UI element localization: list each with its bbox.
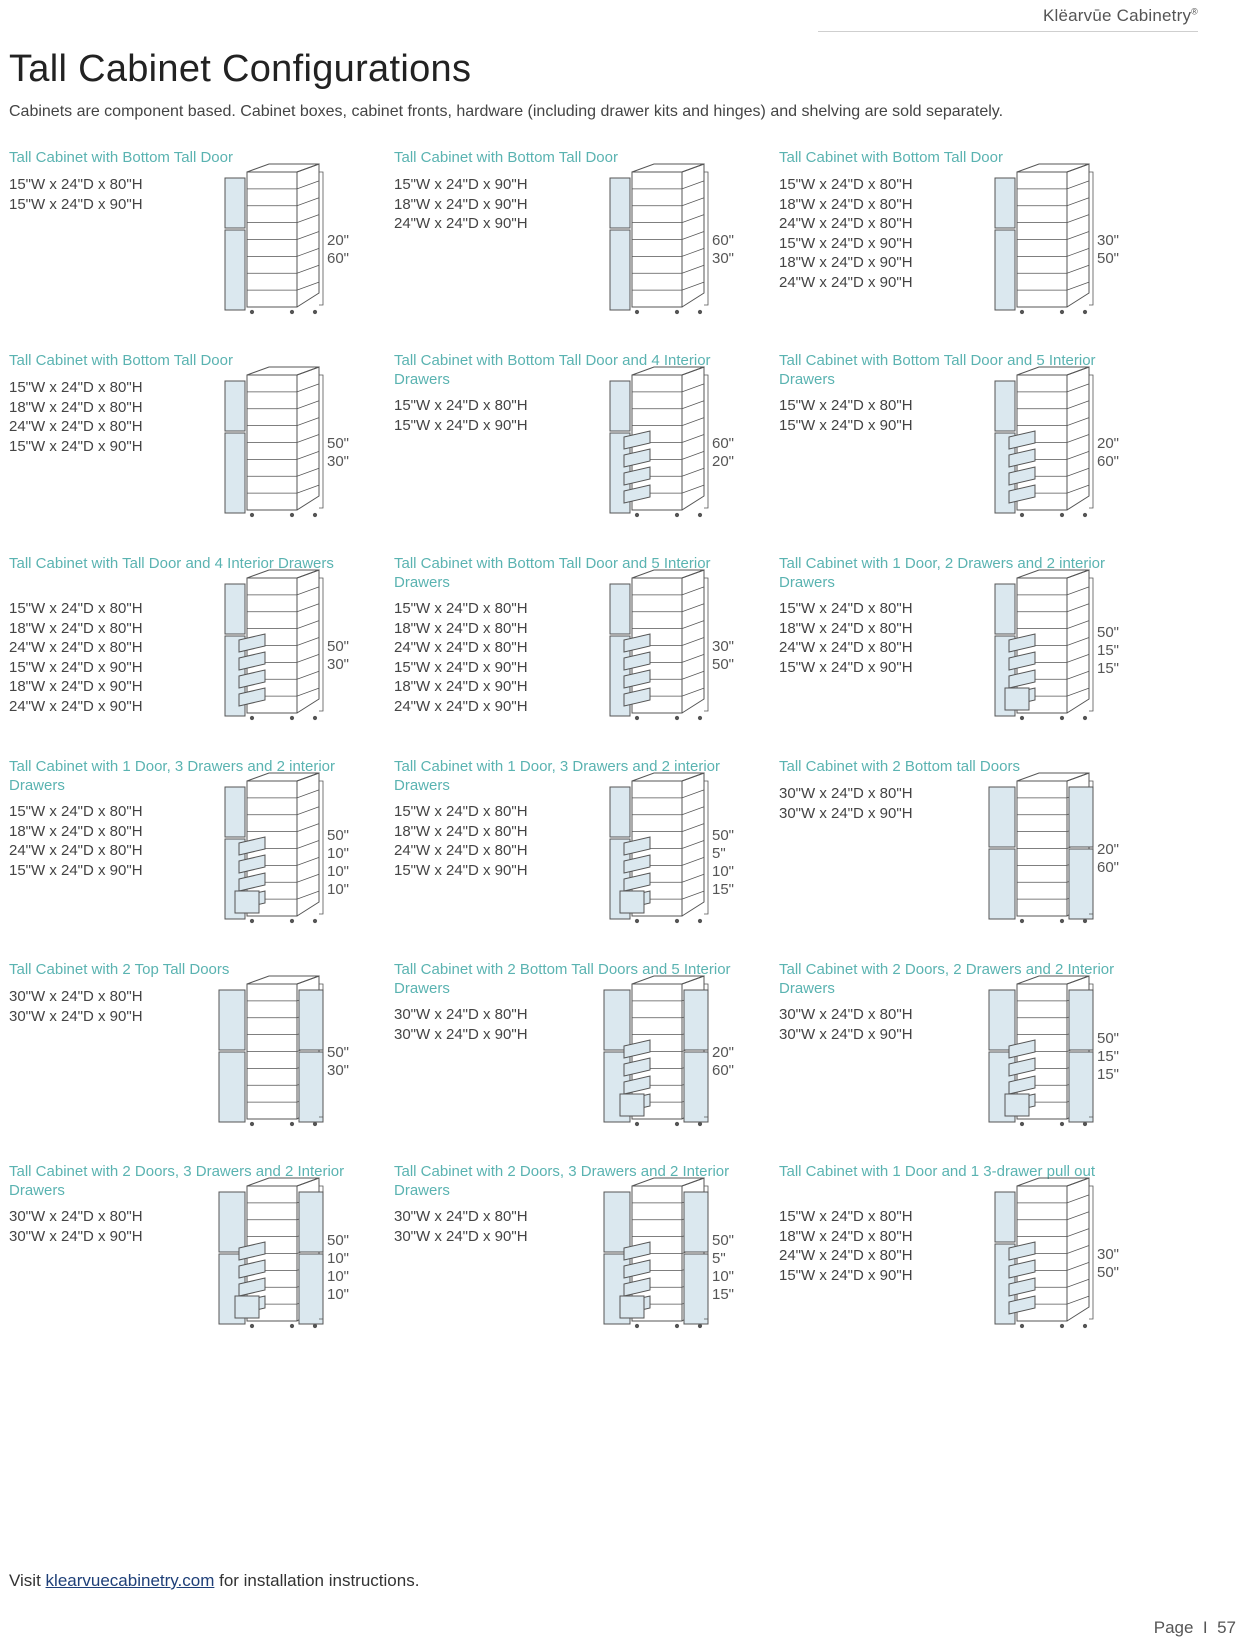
cabinet-dimensions — [712, 1044, 734, 1080]
cabinet-size: 30"W x 24"D x 90"H — [394, 1025, 528, 1043]
website-link[interactable]: klearvuecabinetry.com — [45, 1571, 215, 1590]
cabinet-config — [394, 148, 774, 353]
cabinet-size: 15"W x 24"D x 80"H — [779, 176, 913, 193]
footer-text-before: Visit — [9, 1571, 46, 1590]
cabinet-dimensions — [1097, 1030, 1119, 1084]
cabinet-title: Tall Cabinet with 1 Door, 3 Drawers and 2 interior Drawers — [9, 758, 335, 794]
dimension-label: 60" — [1097, 859, 1120, 876]
cabinet-title: Tall Cabinet with Bottom Tall Door — [394, 149, 618, 166]
cabinet-size: 15"W x 24"D x 90"H — [394, 176, 528, 193]
cabinet-title: Tall Cabinet with 2 Top Tall Doors — [9, 961, 230, 978]
cabinet-size: 18"W x 24"D x 80"H — [394, 619, 528, 637]
cabinet-size: 15"W x 24"D x 90"H — [9, 658, 143, 676]
dimension-label: 15" — [1097, 1066, 1120, 1083]
cabinet-size: 15"W x 24"D x 80"H — [9, 803, 143, 820]
cabinet-dimensions — [1097, 435, 1119, 471]
page-number: Page I 57 — [1153, 1618, 1236, 1637]
dimension-label: 20" — [1097, 841, 1120, 858]
cabinet-size: 24"W x 24"D x 80"H — [9, 842, 143, 860]
cabinet-config — [9, 960, 389, 1165]
dimension-label: 50" — [712, 827, 735, 844]
cabinet-config — [779, 757, 1159, 962]
cabinet-size: 24"W x 24"D x 80"H — [779, 1247, 913, 1265]
dimension-label: 20" — [712, 453, 735, 470]
cabinet-dimensions — [327, 827, 349, 899]
dimension-label: 30" — [1097, 232, 1120, 249]
cabinet-size: 24"W x 24"D x 80"H — [394, 639, 528, 657]
footer-text-after: for installation instructions. — [214, 1571, 420, 1590]
dimension-label: 15" — [712, 1286, 735, 1303]
cabinet-title: Tall Cabinet with Bottom Tall Door and 5 Interior Drawers — [394, 555, 711, 591]
cabinet-sizes — [394, 802, 528, 880]
cabinet-size: 30"W x 24"D x 90"H — [9, 1227, 143, 1245]
dimension-label: 50" — [1097, 1030, 1120, 1047]
cabinet-size: 18"W x 24"D x 80"H — [9, 619, 143, 637]
cabinet-size: 15"W x 24"D x 80"H — [779, 600, 913, 617]
cabinet-sizes — [394, 1005, 528, 1044]
dimension-label: 20" — [712, 1044, 735, 1061]
cabinet-title: Tall Cabinet with 2 Bottom Tall Doors and 5 Interior Drawers — [394, 961, 731, 997]
tall-cabinet-double-door-drawers-icon — [594, 968, 712, 1138]
cabinet-size: 15"W x 24"D x 90"H — [9, 195, 143, 213]
cabinet-size: 15"W x 24"D x 90"H — [779, 234, 913, 252]
cabinet-size: 18"W x 24"D x 90"H — [394, 195, 528, 213]
dimension-label: 60" — [712, 435, 735, 452]
cabinet-size: 18"W x 24"D x 90"H — [9, 678, 143, 696]
cabinet-dimensions — [1097, 624, 1119, 678]
cabinet-size: 30"W x 24"D x 90"H — [9, 1007, 143, 1025]
tall-cabinet-double-door-drawers-icon — [209, 1170, 327, 1340]
cabinet-sizes — [9, 378, 143, 456]
page-title: Tall Cabinet Configurations — [9, 48, 472, 90]
tall-cabinet-interior-drawers-icon — [594, 359, 712, 529]
tall-cabinet-double-door-icon — [979, 765, 1097, 935]
cabinet-config — [394, 960, 774, 1165]
cabinet-size: 15"W x 24"D x 80"H — [394, 803, 528, 820]
tall-cabinet-interior-drawers-icon — [209, 562, 327, 732]
cabinet-title: Tall Cabinet with 2 Doors, 2 Drawers and 2 Interior Drawers — [779, 961, 1115, 997]
cabinet-config — [779, 960, 1159, 1165]
tall-cabinet-interior-drawers-icon — [979, 359, 1097, 529]
cabinet-size: 15"W x 24"D x 90"H — [394, 658, 528, 676]
dimension-label: 15" — [1097, 660, 1120, 677]
footer-note — [9, 1571, 419, 1591]
cabinet-size: 15"W x 24"D x 80"H — [779, 397, 913, 414]
cabinet-size: 24"W x 24"D x 90"H — [9, 697, 143, 715]
cabinet-title: Tall Cabinet with 1 Door, 2 Drawers and 2 interior Drawers — [779, 555, 1105, 591]
dimension-label: 50" — [327, 827, 350, 844]
cabinet-size: 15"W x 24"D x 90"H — [9, 861, 143, 879]
cabinet-sizes — [9, 175, 143, 214]
dimension-label: 30" — [327, 1062, 350, 1079]
cabinet-size: 18"W x 24"D x 80"H — [394, 822, 528, 840]
cabinet-config — [9, 351, 389, 556]
dimension-label: 50" — [1097, 250, 1120, 267]
page-subtitle: Cabinets are component based. Cabinet boxes, cabinet fronts, hardware (including drawer kits and hinges) and shelving are sold separately. — [9, 103, 1004, 120]
dimension-label: 10" — [712, 1268, 735, 1285]
cabinet-title: Tall Cabinet with Bottom Tall Door — [9, 352, 233, 369]
dimension-label: 15" — [1097, 1048, 1120, 1065]
cabinet-size: 15"W x 24"D x 90"H — [779, 658, 913, 676]
dimension-label: 60" — [712, 232, 735, 249]
cabinet-size: 18"W x 24"D x 80"H — [779, 195, 913, 213]
dimension-label: 30" — [712, 638, 735, 655]
cabinet-size: 24"W x 24"D x 90"H — [779, 273, 913, 291]
cabinet-dimensions — [327, 1044, 349, 1080]
dimension-label: 15" — [712, 881, 735, 898]
cabinet-title: Tall Cabinet with Bottom Tall Door and 4 Interior Drawers — [394, 352, 711, 388]
cabinet-size: 30"W x 24"D x 80"H — [779, 1006, 913, 1023]
cabinet-size: 24"W x 24"D x 90"H — [394, 697, 528, 715]
cabinet-size: 18"W x 24"D x 80"H — [779, 1227, 913, 1245]
cabinet-size: 18"W x 24"D x 90"H — [394, 678, 528, 696]
cabinet-sizes — [9, 1207, 143, 1246]
cabinet-size: 15"W x 24"D x 80"H — [394, 397, 528, 414]
tall-cabinet-single-door-icon — [979, 156, 1097, 326]
cabinet-size: 15"W x 24"D x 90"H — [394, 861, 528, 879]
cabinet-dimensions — [327, 435, 349, 471]
tall-cabinet-single-door-icon — [594, 156, 712, 326]
cabinet-title: Tall Cabinet with 1 Door and 1 3-drawer pull out — [779, 1163, 1096, 1180]
cabinet-config — [779, 554, 1159, 759]
tall-cabinet-interior-drawers-icon — [594, 562, 712, 732]
dimension-label: 10" — [712, 863, 735, 880]
cabinet-sizes — [779, 1005, 913, 1044]
cabinet-sizes — [779, 784, 913, 823]
tall-cabinet-double-door-icon — [209, 968, 327, 1138]
cabinet-config — [9, 554, 389, 759]
dimension-label: 10" — [327, 1250, 350, 1267]
tall-cabinet-door-drawers-icon — [594, 765, 712, 935]
brand-name: Klëarvūe Cabinetry® — [1042, 6, 1198, 25]
dimension-label: 50" — [327, 638, 350, 655]
cabinet-config — [779, 1162, 1159, 1367]
cabinet-config — [394, 351, 774, 556]
cabinet-size: 18"W x 24"D x 90"H — [779, 254, 913, 272]
dimension-label: 30" — [1097, 1246, 1120, 1263]
cabinet-dimensions — [712, 1232, 734, 1304]
dimension-label: 30" — [327, 656, 350, 673]
dimension-label: 15" — [1097, 642, 1120, 659]
tall-cabinet-pull-out-icon — [979, 1170, 1097, 1340]
cabinet-dimensions — [712, 827, 734, 899]
cabinet-sizes — [394, 396, 528, 435]
cabinet-dimensions — [1097, 841, 1119, 877]
cabinet-size: 30"W x 24"D x 90"H — [779, 1025, 913, 1043]
cabinet-dimensions — [327, 1232, 349, 1304]
cabinet-config — [394, 757, 774, 962]
dimension-label: 20" — [1097, 435, 1120, 452]
cabinet-size: 24"W x 24"D x 80"H — [394, 842, 528, 860]
cabinet-title: Tall Cabinet with 2 Doors, 3 Drawers and 2 Interior Drawers — [394, 1163, 730, 1199]
cabinet-dimensions — [327, 232, 349, 268]
header-divider — [818, 31, 1198, 32]
dimension-label: 30" — [712, 250, 735, 267]
dimension-label: 50" — [327, 1232, 350, 1249]
dimension-label: 50" — [1097, 1264, 1120, 1281]
cabinet-config — [394, 1162, 774, 1367]
tall-cabinet-double-door-drawers-icon — [594, 1170, 712, 1340]
tall-cabinet-single-door-icon — [209, 156, 327, 326]
cabinet-dimensions — [712, 435, 734, 471]
cabinet-config — [779, 351, 1159, 556]
cabinet-title: Tall Cabinet with 2 Bottom tall Doors — [779, 758, 1020, 775]
tall-cabinet-double-door-drawers-icon — [979, 968, 1097, 1138]
cabinet-dimensions — [327, 638, 349, 674]
cabinet-sizes — [779, 396, 913, 435]
cabinet-sizes — [9, 987, 143, 1026]
dimension-label: 10" — [327, 1286, 350, 1303]
cabinet-sizes — [9, 802, 143, 880]
cabinet-sizes — [394, 1207, 528, 1246]
cabinet-size: 24"W x 24"D x 80"H — [9, 639, 143, 657]
cabinet-config — [9, 1162, 389, 1367]
dimension-label: 60" — [712, 1062, 735, 1079]
tall-cabinet-door-drawers-icon — [209, 765, 327, 935]
cabinet-title: Tall Cabinet with Bottom Tall Door — [779, 149, 1003, 166]
cabinet-size: 15"W x 24"D x 80"H — [394, 600, 528, 617]
cabinet-size: 15"W x 24"D x 90"H — [779, 1266, 913, 1284]
cabinet-size: 24"W x 24"D x 80"H — [779, 215, 913, 233]
dimension-label: 20" — [327, 232, 350, 249]
cabinet-dimensions — [1097, 232, 1119, 268]
cabinet-dimensions — [1097, 1246, 1119, 1282]
cabinet-size: 30"W x 24"D x 90"H — [779, 804, 913, 822]
cabinet-sizes — [779, 175, 913, 293]
dimension-label: 30" — [327, 453, 350, 470]
cabinet-title: Tall Cabinet with Bottom Tall Door and 5 Interior Drawers — [779, 352, 1096, 388]
cabinet-size: 30"W x 24"D x 80"H — [9, 988, 143, 1005]
dimension-label: 50" — [712, 656, 735, 673]
dimension-label: 50" — [712, 1232, 735, 1249]
cabinet-size: 15"W x 24"D x 80"H — [9, 176, 143, 193]
cabinet-size: 30"W x 24"D x 80"H — [394, 1006, 528, 1023]
cabinet-size: 30"W x 24"D x 80"H — [9, 1208, 143, 1225]
dimension-label: 50" — [1097, 624, 1120, 641]
dimension-label: 10" — [327, 845, 350, 862]
dimension-label: 10" — [327, 881, 350, 898]
cabinet-title: Tall Cabinet with Bottom Tall Door — [9, 149, 233, 166]
tall-cabinet-single-door-icon — [209, 359, 327, 529]
cabinet-size: 15"W x 24"D x 90"H — [779, 416, 913, 434]
dimension-label: 10" — [327, 1268, 350, 1285]
cabinet-config — [9, 757, 389, 962]
cabinet-sizes — [779, 599, 913, 677]
cabinet-title: Tall Cabinet with 1 Door, 3 Drawers and 2 interior Drawers — [394, 758, 720, 794]
cabinet-size: 30"W x 24"D x 80"H — [779, 785, 913, 802]
dimension-label: 60" — [327, 250, 350, 267]
cabinet-sizes — [9, 599, 143, 717]
cabinet-size: 24"W x 24"D x 80"H — [779, 639, 913, 657]
cabinet-size: 15"W x 24"D x 90"H — [394, 416, 528, 434]
dimension-label: 60" — [1097, 453, 1120, 470]
cabinet-config — [9, 148, 389, 353]
cabinet-sizes — [394, 599, 528, 717]
cabinet-title: Tall Cabinet with 2 Doors, 3 Drawers and 2 Interior Drawers — [9, 1163, 345, 1199]
cabinet-dimensions — [712, 232, 734, 268]
cabinet-size: 18"W x 24"D x 80"H — [9, 822, 143, 840]
cabinet-config — [394, 554, 774, 759]
cabinet-size: 15"W x 24"D x 80"H — [9, 600, 143, 617]
cabinet-size: 15"W x 24"D x 90"H — [9, 437, 143, 455]
cabinet-size: 24"W x 24"D x 80"H — [9, 418, 143, 436]
cabinet-title: Tall Cabinet with Tall Door and 4 Interior Drawers — [9, 555, 334, 572]
cabinet-size: 24"W x 24"D x 90"H — [394, 215, 528, 233]
cabinet-size: 18"W x 24"D x 80"H — [9, 398, 143, 416]
tall-cabinet-door-drawers-icon — [979, 562, 1097, 732]
dimension-label: 5" — [712, 845, 726, 862]
dimension-label: 5" — [712, 1250, 726, 1267]
cabinet-size: 18"W x 24"D x 80"H — [779, 619, 913, 637]
cabinet-size: 15"W x 24"D x 80"H — [9, 379, 143, 396]
cabinet-size: 15"W x 24"D x 80"H — [779, 1208, 913, 1225]
dimension-label: 10" — [327, 863, 350, 880]
cabinet-size: 30"W x 24"D x 80"H — [394, 1208, 528, 1225]
dimension-label: 50" — [327, 435, 350, 452]
cabinet-dimensions — [712, 638, 734, 674]
dimension-label: 50" — [327, 1044, 350, 1061]
cabinet-sizes — [394, 175, 528, 234]
cabinet-config — [779, 148, 1159, 353]
cabinet-size: 30"W x 24"D x 90"H — [394, 1227, 528, 1245]
cabinet-sizes — [779, 1207, 913, 1285]
